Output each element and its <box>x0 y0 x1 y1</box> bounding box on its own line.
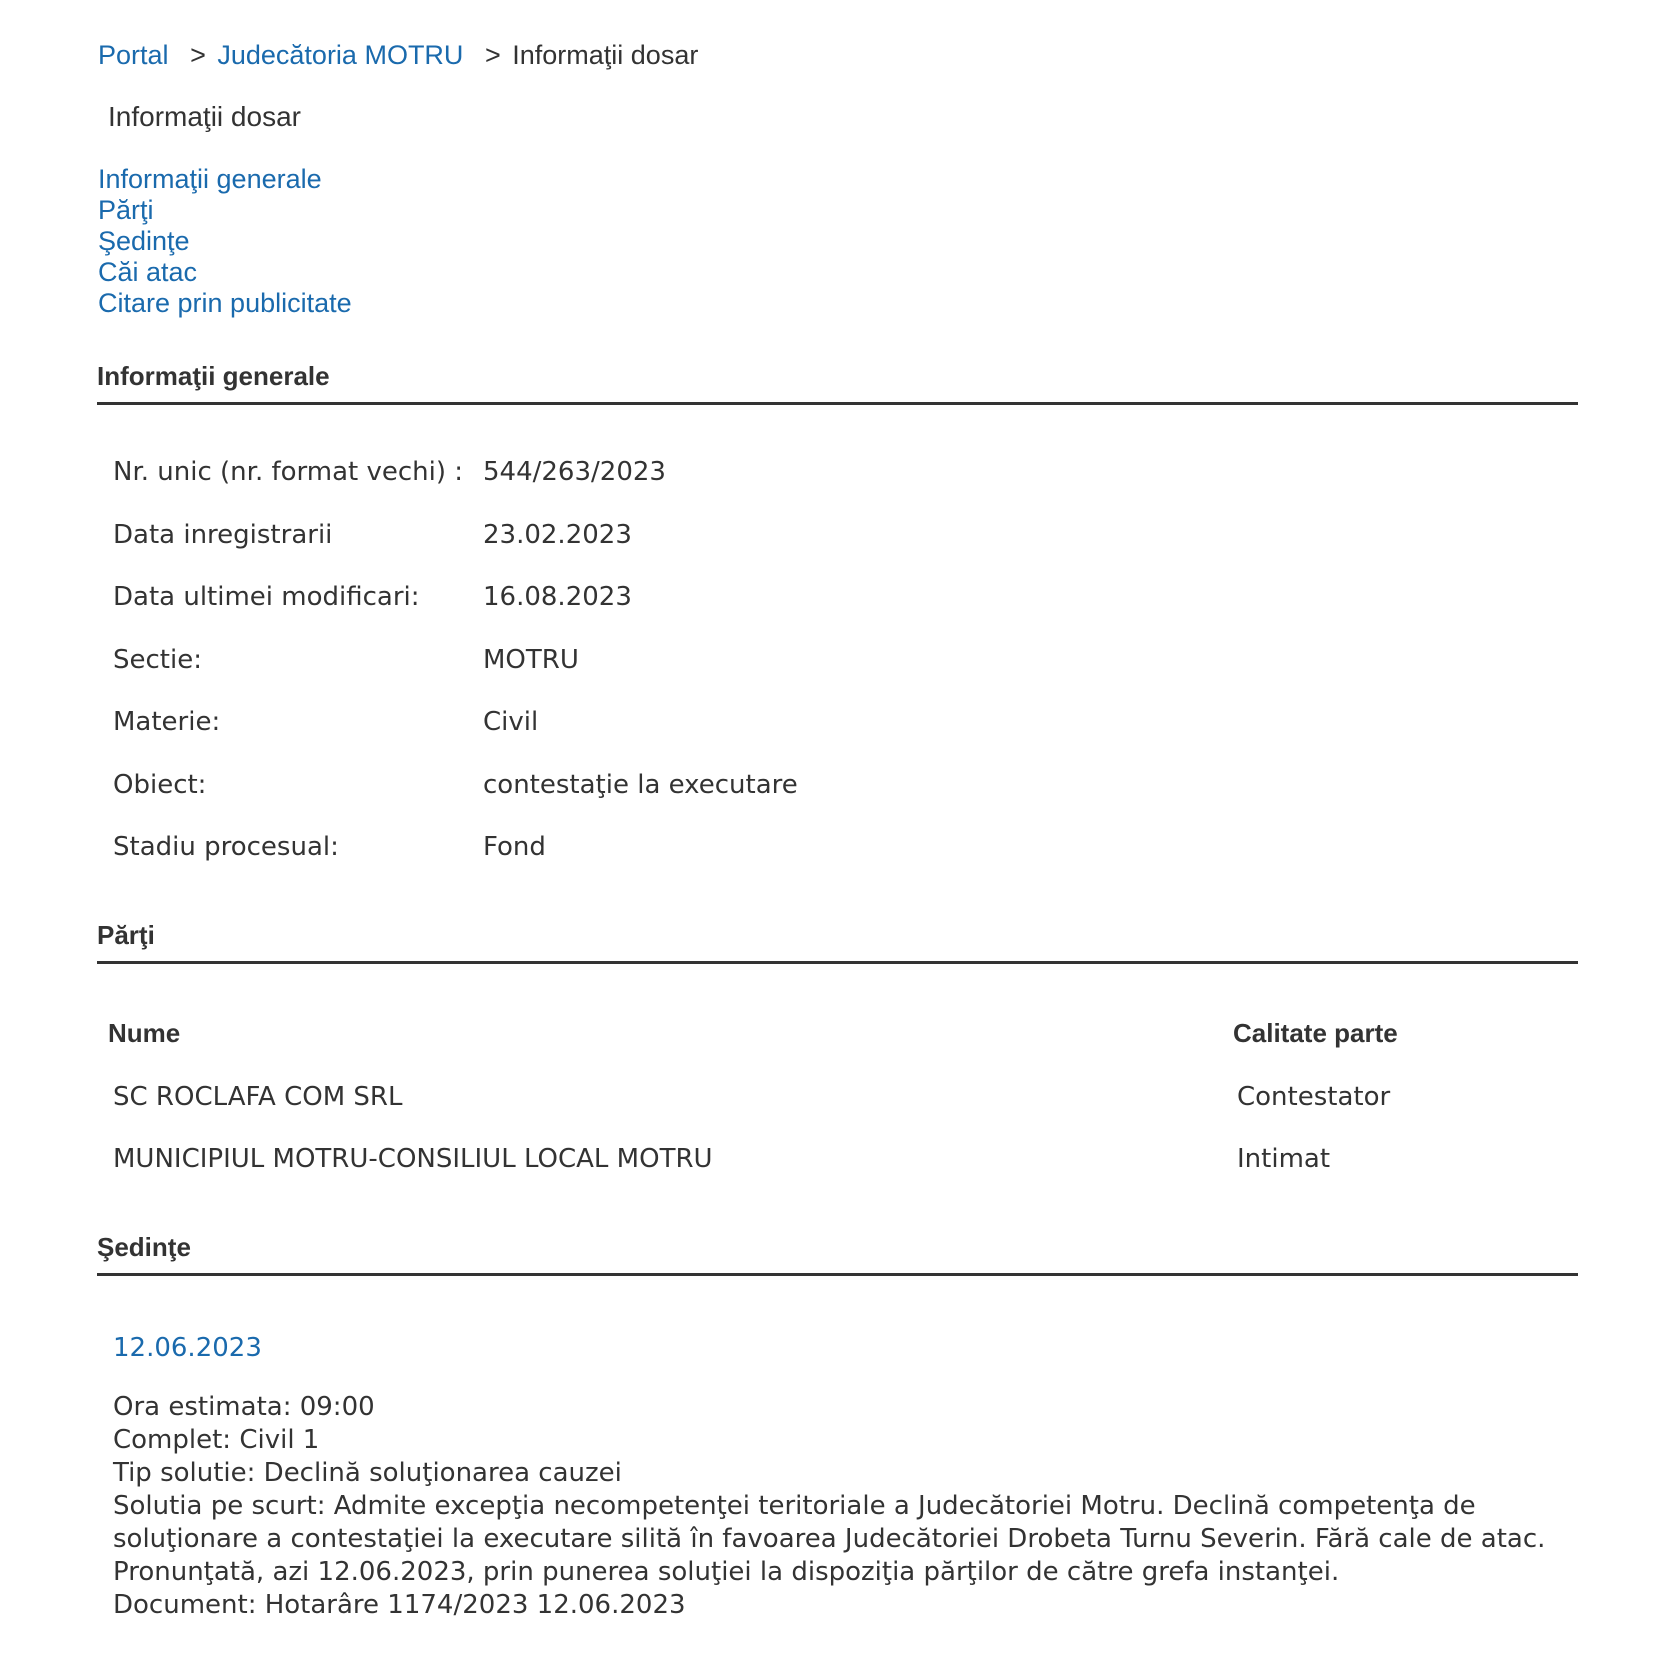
party-name: MUNICIPIUL MOTRU-CONSILIUL LOCAL MOTRU <box>113 1144 713 1174</box>
info-label: Sectie: <box>113 644 202 675</box>
toc-link-sedinte[interactable]: Şedinţe <box>98 226 190 256</box>
info-value: MOTRU <box>483 644 579 675</box>
info-label: Obiect: <box>113 769 207 800</box>
breadcrumb-portal-link[interactable]: Portal <box>98 40 169 70</box>
hearing-date-link[interactable]: 12.06.2023 <box>113 1333 262 1363</box>
hearing-panel: Complet: Civil 1 <box>113 1425 320 1455</box>
section-nav <box>98 164 352 319</box>
info-value: 23.02.2023 <box>483 519 632 550</box>
hearing-solution-type: Tip solutie: Declină soluţionarea cauzei <box>113 1458 622 1488</box>
breadcrumb-separator: > <box>484 40 501 70</box>
table-header-row <box>108 1018 1558 1082</box>
info-label: Nr. unic (nr. format vechi) : <box>113 457 464 487</box>
party-role: Contestator <box>1237 1082 1391 1112</box>
hearing-document: Document: Hotarâre 1174/2023 12.06.2023 <box>113 1590 686 1620</box>
table-row <box>108 1144 1558 1206</box>
section-header-parti: Părţi <box>97 920 1578 964</box>
info-value: Civil <box>483 707 539 737</box>
section-header-sedinte: Şedinţe <box>97 1232 1578 1276</box>
toc-link-informatii-generale[interactable]: Informaţii generale <box>98 164 322 194</box>
hearing-time: Ora estimata: 09:00 <box>113 1392 375 1422</box>
info-value: Fond <box>483 832 546 862</box>
toc-link-parti[interactable]: Părţi <box>98 195 154 225</box>
info-value: contestaţie la executare <box>483 769 798 800</box>
info-label: Data ultimei modificari: <box>113 582 420 612</box>
parti-table <box>108 1018 1558 1206</box>
breadcrumb <box>98 40 698 71</box>
breadcrumb-separator: > <box>190 40 206 70</box>
breadcrumb-court-link[interactable]: Judecătoria MOTRU <box>217 40 464 70</box>
section-header-informatii-generale: Informaţii generale <box>97 361 1578 405</box>
info-label: Stadiu procesual: <box>113 832 339 862</box>
party-role: Intimat <box>1237 1144 1331 1174</box>
breadcrumb-current: Informaţii dosar <box>512 40 699 70</box>
party-name: SC ROCLAFA COM SRL <box>113 1082 403 1112</box>
hearing-solution-summary: Solutia pe scurt: Admite excepţia necompetenţei teritoriale a Judecătoriei Motru. Declină competenţa de soluţionare a contestaţiei la executare silită în favoarea Judecătoriei Drobeta Turnu Severin. Fără cale de atac. Pronunţată, azi 12.06.2023, prin punerea soluţiei la dispoziţia părţilor de către grefa instanţei. <box>113 1491 1546 1587</box>
toc-link-cai-atac[interactable]: Căi atac <box>98 257 198 287</box>
toc-link-citare-prin-publicitate[interactable]: Citare prin publicitate <box>98 288 352 318</box>
info-label: Materie: <box>113 707 221 737</box>
info-label: Data inregistrarii <box>113 519 333 550</box>
column-header-calitate-parte: Calitate parte <box>1233 1018 1398 1048</box>
info-value: 16.08.2023 <box>483 582 632 612</box>
info-value: 544/263/2023 <box>483 457 666 487</box>
column-header-nume: Nume <box>108 1018 181 1048</box>
table-row <box>108 1082 1558 1144</box>
hearing-entry <box>113 1333 1573 1622</box>
page-title: Informaţii dosar <box>108 101 301 132</box>
